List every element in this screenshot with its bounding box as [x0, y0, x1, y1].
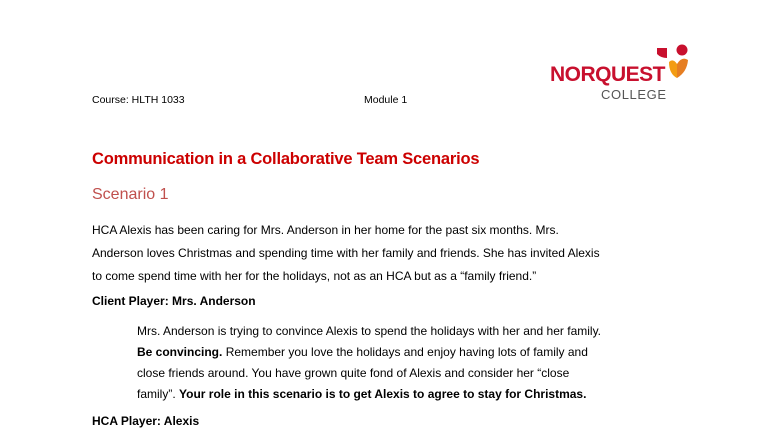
- client-text-segment: Remember you love the holidays and enjoy having lots of family and: [222, 345, 588, 359]
- client-text-emphasis: Be convincing.: [137, 345, 223, 359]
- intro-line: HCA Alexis has been caring for Mrs. Anderson in her home for the past six months. Mrs.: [92, 223, 559, 237]
- intro-paragraph: [92, 219, 732, 288]
- document-title: Communication in a Collaborative Team Scenarios: [92, 150, 480, 168]
- client-text-segment: family”.: [137, 387, 179, 401]
- client-text-emphasis: Your role in this scenario is to get Alexis to agree to stay for Christmas.: [179, 387, 587, 401]
- client-text-line: close friends around. You have grown quite fond of Alexis and consider her “close: [137, 366, 570, 380]
- scenario-heading: Scenario 1: [92, 186, 169, 203]
- client-player-label: Client Player: Mrs. Anderson: [92, 294, 256, 308]
- client-player-instructions: [137, 321, 737, 405]
- hca-player-label: HCA Player: Alexis: [92, 414, 200, 428]
- norquest-college-logo: [548, 44, 698, 106]
- module-label: Module 1: [364, 94, 408, 106]
- client-text-line: [137, 384, 737, 405]
- logo-wordmark-college: COLLEGE: [601, 87, 667, 102]
- logo-wordmark-norquest: NORQUEST: [550, 63, 666, 86]
- client-text-line: [137, 342, 737, 363]
- intro-line: to come spend time with her for the holidays, not as an HCA but as a “family friend.”: [92, 269, 537, 283]
- course-code: Course: HLTH 1033: [92, 94, 185, 106]
- intro-line: Anderson loves Christmas and spending time with her family and friends. She has invited Alexis: [92, 246, 600, 260]
- client-text-line: Mrs. Anderson is trying to convince Alexis to spend the holidays with her and her family.: [137, 324, 602, 338]
